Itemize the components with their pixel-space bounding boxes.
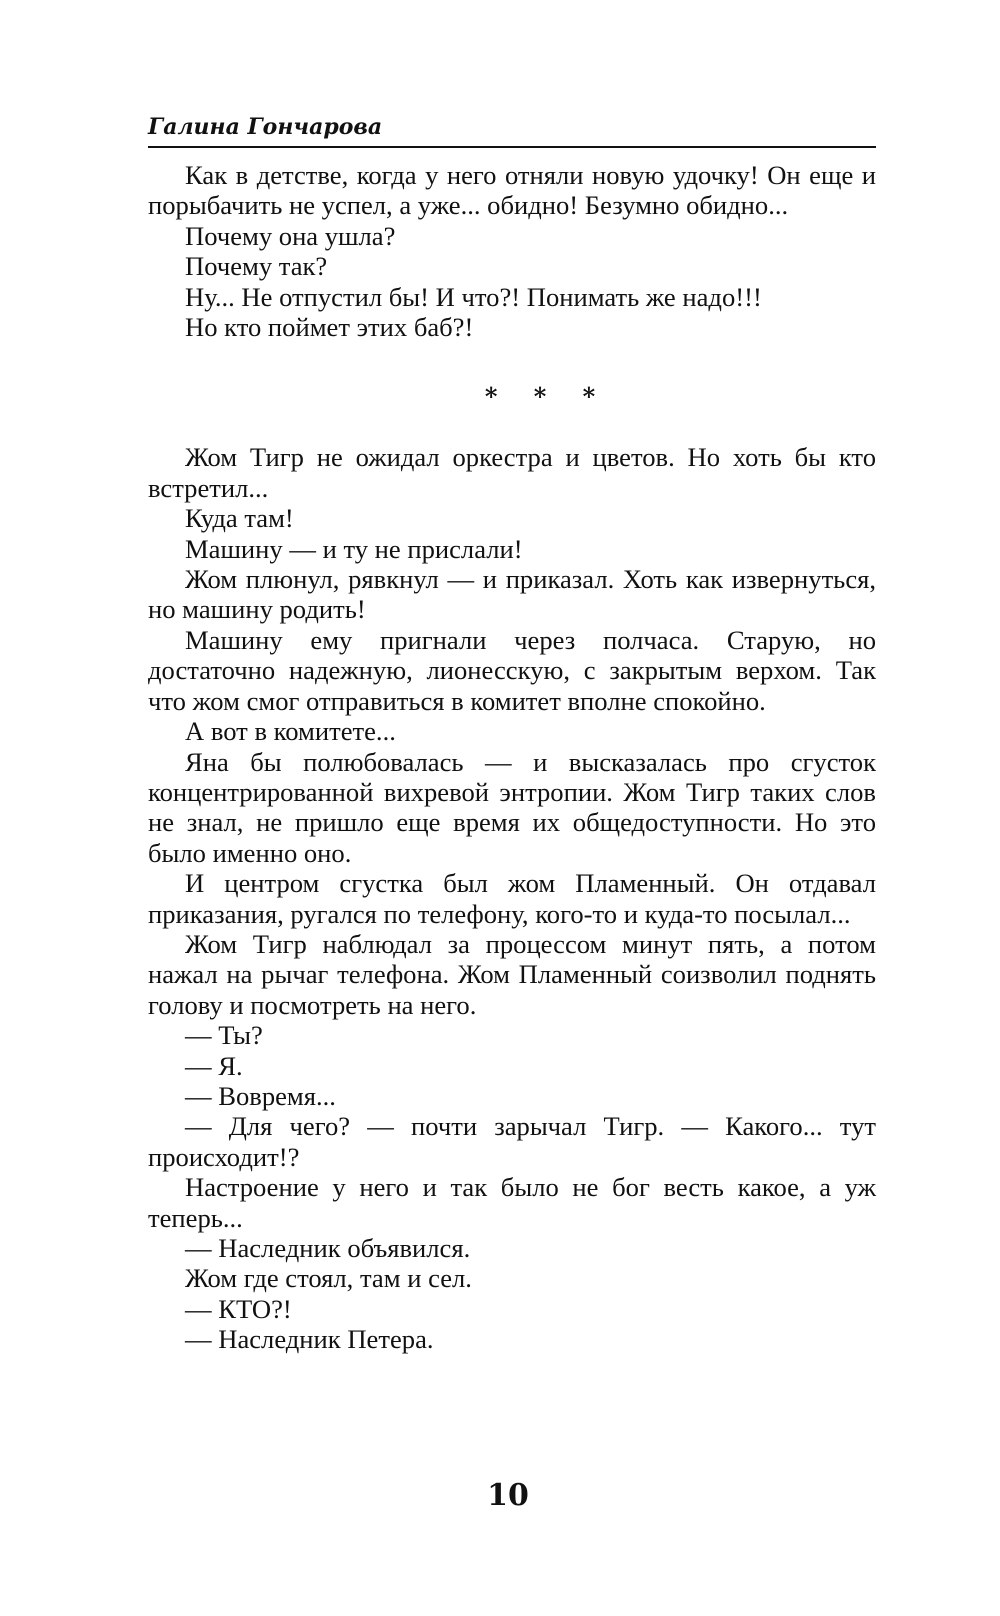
dialogue-line: — КТО?! <box>185 1293 292 1324</box>
scene-divider: * * * <box>484 382 610 412</box>
paragraph: Ну... Не отпустил бы! И что?! Понимать же надо!!! <box>185 281 762 312</box>
paragraph: Настроение у него и так было не бог весть какое, а уж теперь... <box>148 1172 876 1233</box>
paragraph: Жом где стоял, там и сел. <box>185 1263 472 1294</box>
paragraph: Куда там! <box>185 503 294 534</box>
body-text <box>148 160 876 1355</box>
paragraph: Машину — и ту не прислали! <box>185 533 523 564</box>
dialogue-line: — Вовремя... <box>185 1080 336 1111</box>
paragraph: Почему так? <box>185 251 328 282</box>
paragraph: Но кто поймет этих баб?! <box>185 312 474 343</box>
dialogue-line: — Я. <box>185 1050 243 1081</box>
dialogue-line: — Наследник Петера. <box>185 1324 434 1355</box>
dialogue-line: — Ты? <box>185 1020 263 1051</box>
dialogue-line: — Для чего? — почти зарычал Тигр. — Какого... тут происходит!? <box>148 1111 876 1172</box>
running-header-author: Галина Гончарова <box>148 112 876 148</box>
paragraph: Жом плюнул, рявкнул — и приказал. Хоть как извернуться, но машину родить! <box>148 564 876 625</box>
paragraph: Жом Тигр наблюдал за процессом минут пять, а потом нажал на рычаг телефона. Жом Пламенный соизволил поднять голову и посмотреть на него. <box>148 928 876 1020</box>
paragraph: И центром сгустка был жом Пламенный. Он отдавал приказания, ругался по телефону, кого-то и куда-то посылал... <box>148 868 876 929</box>
paragraph: А вот в комитете... <box>185 716 396 747</box>
paragraph: Как в детстве, когда у него отняли новую удочку! Он еще и порыбачить не успел, а уже... обидно! Безумно обидно... <box>148 160 876 221</box>
page-number: 10 <box>487 1478 529 1513</box>
paragraph: Машину ему пригнали через полчаса. Старую, но достаточно надежную, лионесскую, с закрытым верхом. Так что жом смог отправиться в комитет вполне спокойно. <box>148 624 876 716</box>
dialogue-line: — Наследник объявился. <box>185 1233 471 1263</box>
paragraph: Жом Тигр не ожидал оркестра и цветов. Но хоть бы кто встретил... <box>148 442 876 503</box>
paragraph: Почему она ушла? <box>185 220 396 251</box>
book-page <box>148 112 876 1355</box>
paragraph: Яна бы полюбовалась — и высказалась про сгусток концентрированной вихревой энтропии. Жом Тигр таких слов не знал, не пришло еще время их общедоступности. Но это было именно оно. <box>148 746 876 868</box>
